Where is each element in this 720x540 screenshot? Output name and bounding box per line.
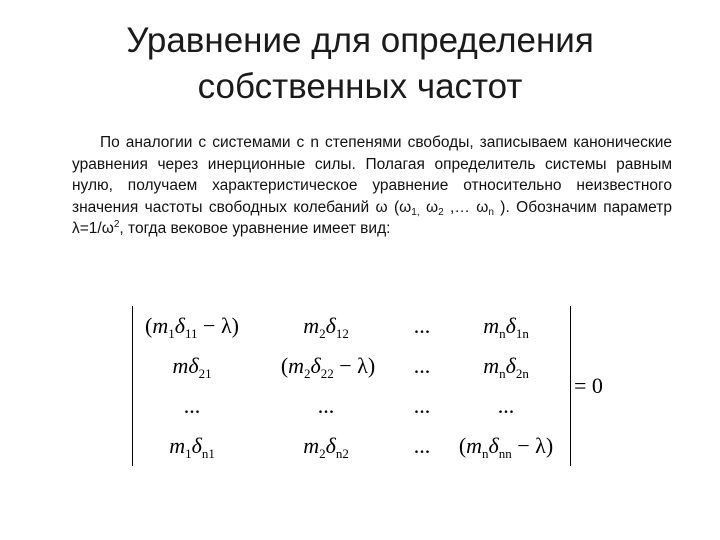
cell-r4-c1: $m_1\delta_{n1}$: [169, 433, 215, 461]
body-paragraph: [72, 132, 672, 240]
cell-r1-c2: $m_2\delta_{12}$: [303, 313, 349, 341]
cell-r2-c1: $m\delta_{21}$: [172, 353, 212, 381]
cell-r1-c3: ...: [413, 313, 431, 338]
cell-r3-c2: ...: [317, 393, 335, 418]
cell-r3-c3: ...: [413, 393, 431, 418]
cell-r1-c4: $m_n\delta_{1n}$: [483, 313, 529, 341]
cell-r1-c1: $(m_1\delta_{11} - \lambda)$: [145, 313, 239, 341]
cell-r4-c3: ...: [413, 433, 431, 458]
equals-zero: = 0: [574, 373, 603, 398]
cell-r3-c4: ...: [497, 393, 515, 418]
para-text-4: ). Обозначим параметр λ=1/ω: [72, 198, 672, 237]
para-text-5: , тогда вековое уравнение имеет вид:: [119, 220, 391, 237]
omega-sub-1: 1,: [411, 206, 420, 218]
secular-determinant: [130, 306, 578, 466]
omega-sup-2: 2: [113, 219, 120, 230]
title-line-1: Уравнение для определения: [126, 21, 594, 60]
omega-sub-n: n: [488, 206, 494, 218]
cell-r4-c2: $m_2\delta_{n2}$: [303, 433, 349, 461]
page-title: [60, 18, 660, 110]
cell-r2-c2: $(m_2\delta_{22} - \lambda)$: [280, 353, 376, 381]
cell-r3-c1: ...: [183, 393, 201, 418]
cell-r2-c3: ...: [413, 353, 431, 378]
omega-sub-2: 2: [438, 206, 444, 218]
cell-r4-c4: $(m_n\delta_{nn} - \lambda)$: [458, 433, 554, 461]
para-text-3: ,… ω: [443, 198, 489, 216]
title-line-2: собственных частот: [197, 67, 523, 106]
determinant-right-bar: [570, 306, 571, 466]
determinant-left-bar: [132, 306, 133, 466]
cell-r2-c4: $m_n\delta_{2n}$: [483, 353, 529, 381]
para-text-1: По аналогии с системами с n степенями свободы, записываем канонические уравнения через инерционные силы. Полагая определитель системы равным нулю, получаем характеристическое уравнение относительно неизвестного значения частоты свободных колебаний ω (ω: [72, 134, 672, 216]
para-text-2: ω: [419, 198, 439, 216]
